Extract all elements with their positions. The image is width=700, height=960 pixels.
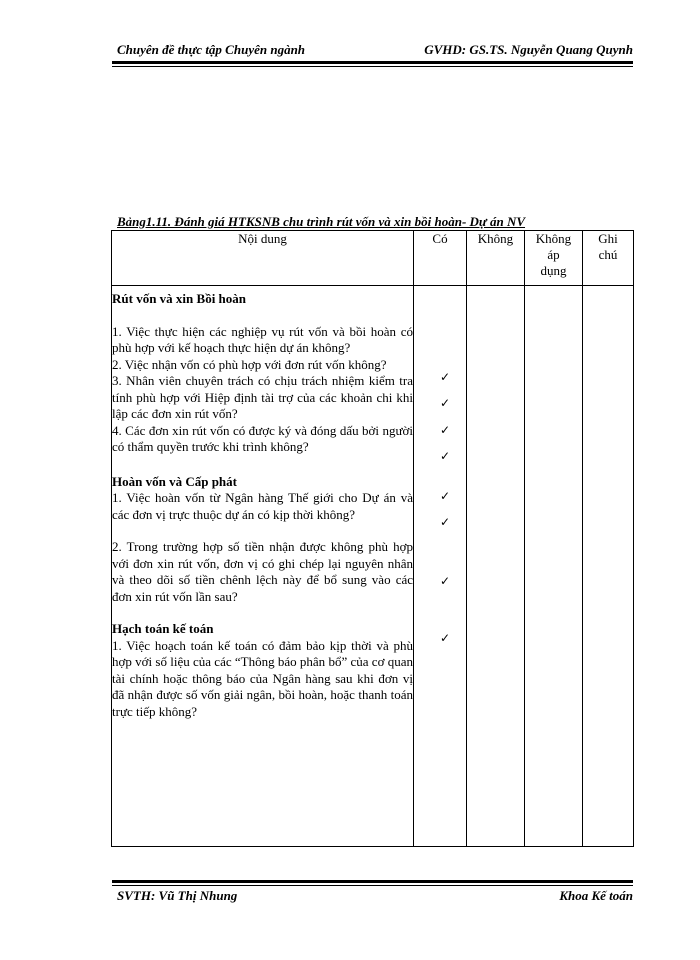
check-icon: ✓ <box>440 574 451 588</box>
check-icon: ✓ <box>440 489 451 503</box>
page-footer <box>117 888 633 906</box>
section-title: Rút vốn và xin Bồi hoàn <box>112 291 247 306</box>
evaluation-table <box>111 230 634 847</box>
list-item: 3. Nhân viên chuyên trách có chịu trách nhiệm kiểm tra tính phù hợp với Hiệp định tài trợ của các khoản chi khi lập các đơn xin rút vốn? <box>112 373 413 421</box>
list-item: 1. Việc hoàn vốn từ Ngân hàng Thế giới cho Dự án và các đơn vị trực thuộc dự án có kịp thời không? <box>112 490 413 522</box>
footer-left: SVTH: Vũ Thị Nhung <box>117 888 238 903</box>
list-item: 1. Việc thực hiện các nghiệp vụ rút vốn và bồi hoàn có phù hợp với kế hoạch thực hiện dự án không? <box>112 323 413 355</box>
header-right: GVHD: GS.TS. Nguyễn Quang Quynh <box>424 42 633 57</box>
page-header <box>117 42 633 60</box>
check-icon: ✓ <box>440 631 451 645</box>
table-caption: Bảng1.11. Đánh giá HTKSNB chu trình rút vốn và xin bồi hoàn- Dự án NV <box>117 214 526 229</box>
check-icon: ✓ <box>440 423 451 437</box>
list-item: 4. Các đơn xin rút vốn có được ký và đóng dấu bởi người có thẩm quyền trước khi trình không? <box>112 422 413 454</box>
col-header-note: Ghi chú <box>583 231 634 286</box>
not-applicable-column <box>525 286 583 847</box>
section-title: Hoàn vốn và Cấp phát <box>112 473 237 489</box>
list-item: 2. Trong trường hợp số tiền nhận được không phù hợp với đơn xin rút vốn, đơn vị có ghi chép lại nguyên nhân và theo dõi số tiền chênh lệch này để bổ sung vào các đơn xin rút vốn lần sau? <box>112 539 413 604</box>
list-item: 1. Việc hoạch toán kế toán có đảm bảo kịp thời và phù hợp với số liệu của các “Thông báo phân bổ” của cơ quan tài chính hoặc thông báo của Ngân hàng sau khi đơn vị đã nhận được số vốn giải ngân, bồi hoàn, hoặc thanh toán trực tiếp không? <box>112 637 413 719</box>
content-cell <box>112 286 414 847</box>
check-icon: ✓ <box>440 396 451 410</box>
col-header-content: Nội dung <box>112 231 414 286</box>
no-column <box>467 286 525 847</box>
footer-rule <box>112 880 633 886</box>
table-row <box>112 286 634 847</box>
yes-column <box>414 286 467 847</box>
header-left: Chuyên đề thực tập Chuyên ngành <box>117 42 306 57</box>
check-icon: ✓ <box>440 449 451 463</box>
col-header-no: Không <box>467 231 525 286</box>
footer-right: Khoa Kế toán <box>559 888 633 903</box>
check-icon: ✓ <box>440 370 451 384</box>
list-item: 2. Việc nhận vốn có phù hợp với đơn rút vốn không? <box>112 356 387 372</box>
col-header-not-applicable: Không áp dụng <box>525 231 583 286</box>
table-header-row <box>112 231 634 286</box>
check-icon: ✓ <box>440 515 451 529</box>
header-rule <box>112 61 633 67</box>
section-title: Hạch toán kế toán <box>112 621 214 636</box>
note-column <box>583 286 634 847</box>
col-header-yes: Có <box>414 231 467 286</box>
